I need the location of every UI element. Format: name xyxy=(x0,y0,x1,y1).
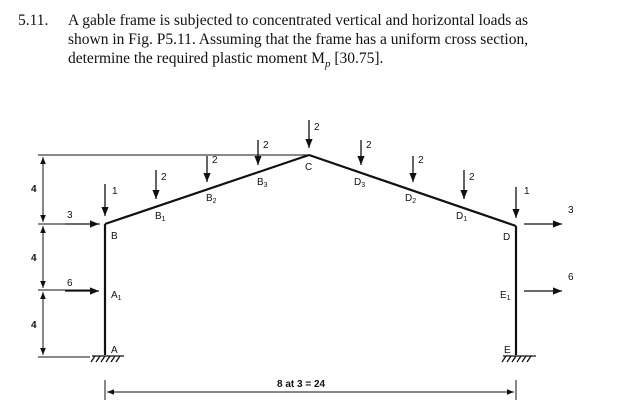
problem-line-1: A gable frame is subjected to concentrated vertical and horizontal loads as xyxy=(68,12,529,29)
frame-members xyxy=(105,155,516,355)
hload-value-A1: 6 xyxy=(67,278,73,289)
point-D1: $D_1$ xyxy=(456,211,468,223)
point-A: A xyxy=(111,345,118,356)
point-C: C xyxy=(305,162,313,173)
support-E xyxy=(502,356,536,362)
problem-line-2: shown in Fig. P5.11. Assuming that the frame has a uniform cross section, xyxy=(68,31,529,48)
dim-left-top: 4 xyxy=(31,184,37,195)
point-B: B xyxy=(111,231,118,242)
point-E: E xyxy=(504,345,511,356)
point-E1: $E_1$ xyxy=(500,290,511,302)
point-B2: $B_2$ xyxy=(206,193,217,205)
left-dimension-lines xyxy=(38,155,309,357)
point-D2: $D_2$ xyxy=(405,193,417,205)
plastic-moment-subscript: p xyxy=(324,58,331,71)
dim-left-bottom: 4 xyxy=(31,320,37,331)
load-value-D3: 2 xyxy=(366,140,372,151)
hload-value-B: 3 xyxy=(67,210,73,221)
point-labels xyxy=(111,162,511,356)
point-D3: $D_3$ xyxy=(354,177,366,189)
problem-number: 5.11. xyxy=(18,12,49,29)
point-B1: $B_1$ xyxy=(155,211,166,223)
load-value-B3: 2 xyxy=(263,140,269,151)
hload-value-E1: 6 xyxy=(568,272,574,283)
load-value-D: 1 xyxy=(524,186,530,197)
load-value-B2: 2 xyxy=(212,155,218,166)
point-D: D xyxy=(503,232,511,243)
horizontal-load-arrows xyxy=(65,224,562,291)
problem-line-3-text: determine the required plastic moment M xyxy=(68,50,325,67)
hload-value-D: 3 xyxy=(568,205,574,216)
point-B3: $B_3$ xyxy=(257,177,268,189)
dim-left-middle: 4 xyxy=(31,253,37,264)
point-A1: $A_1$ xyxy=(111,290,122,302)
load-value-B: 1 xyxy=(112,186,118,197)
load-value-D1: 2 xyxy=(469,172,475,183)
support-A xyxy=(91,356,124,362)
load-value-B1: 2 xyxy=(161,172,167,183)
load-value-C: 2 xyxy=(314,122,320,133)
span-label: 8 at 3 = 24 xyxy=(277,379,326,390)
problem-line-3-answer: [30.75]. xyxy=(330,50,384,67)
load-value-D2: 2 xyxy=(418,155,424,166)
